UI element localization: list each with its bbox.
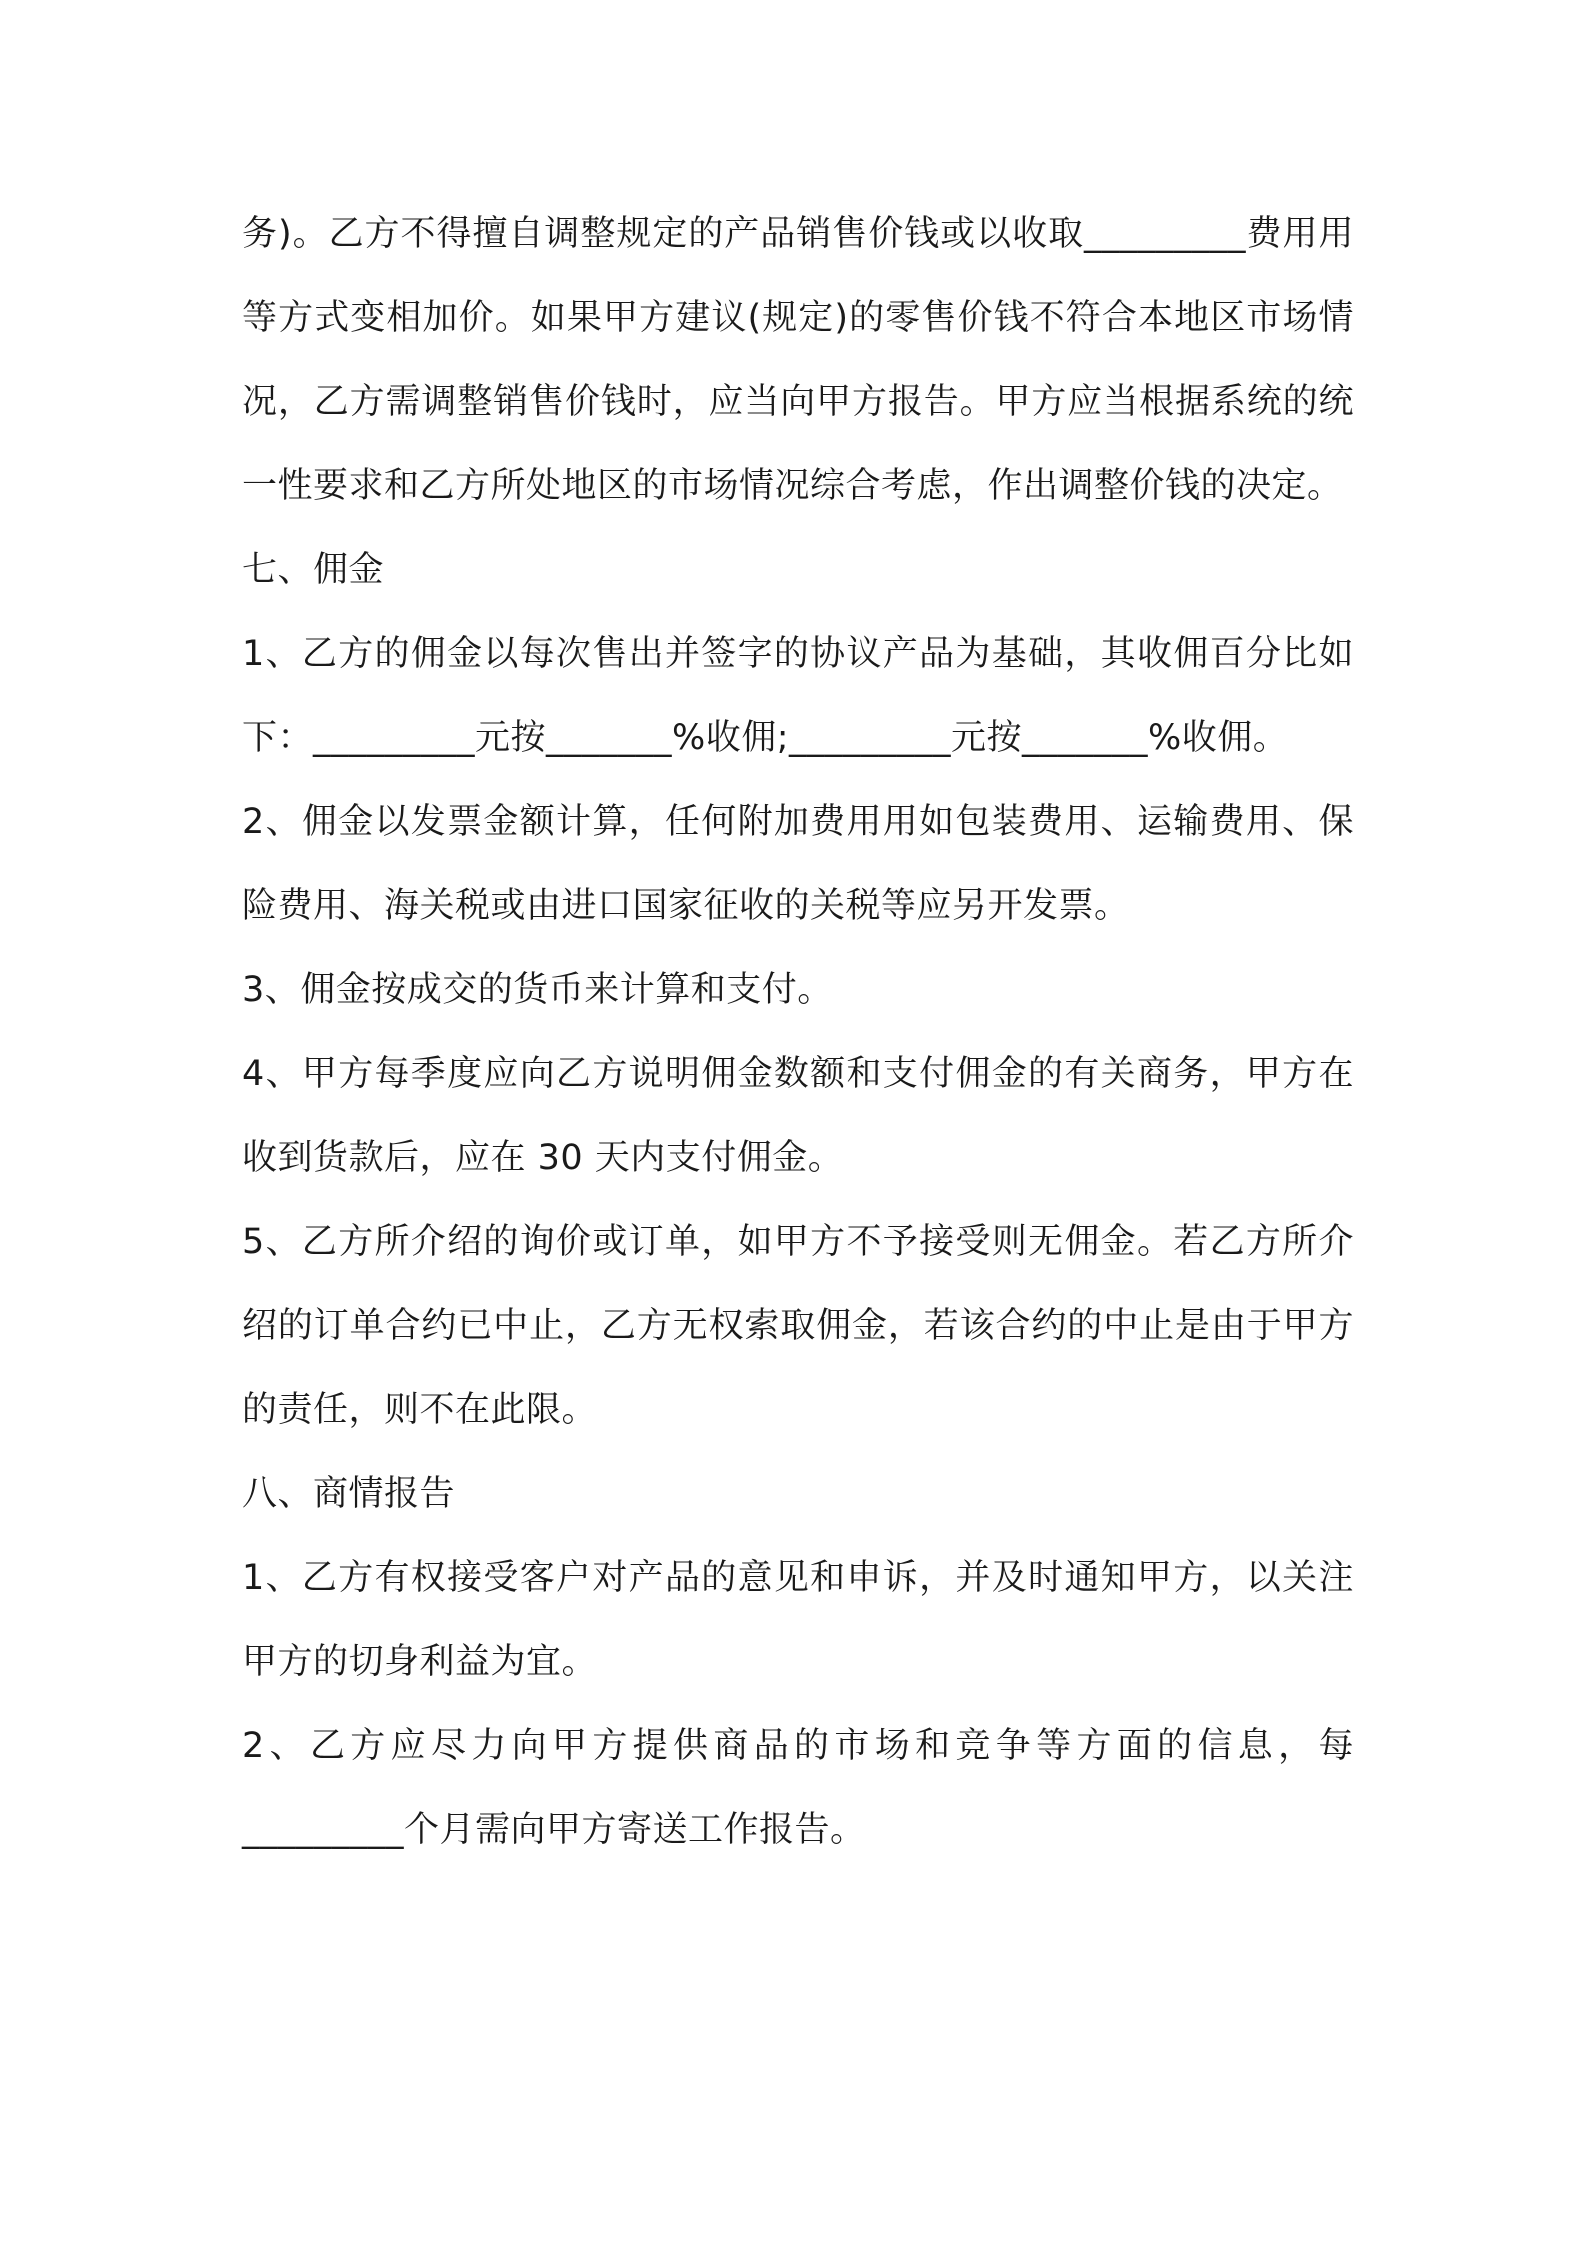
- paragraph-report-1: 1、乙方有权接受客户对产品的意见和申诉，并及时通知甲方，以关注甲方的切身利益为宜。: [242, 1558, 1354, 1682]
- paragraph-report-2: 2、乙方应尽力向甲方提供商品的市场和竞争等方面的信息，每_________个月需向甲方寄送工作报告。: [242, 1726, 1354, 1850]
- section-heading-commission: 七、佣金: [242, 550, 385, 590]
- paragraph-price-adjustment: 务)。乙方不得擅自调整规定的产品销售价钱或以收取_________费用用等方式变相加价。如果甲方建议(规定)的零售价钱不符合本地区市场情况，乙方需调整销售价钱时，应当向甲方报告。甲方应当根据系统的统一性要求和乙方所处地区的市场情况综合考虑，作出调整价钱的决定。: [242, 214, 1354, 506]
- document-body: [242, 192, 1354, 1872]
- paragraph-commission-2: 2、佣金以发票金额计算，任何附加费用用如包装费用、运输费用、保险费用、海关税或由进口国家征收的关税等应另开发票。: [242, 802, 1354, 926]
- paragraph-commission-5: 5、乙方所介绍的询价或订单，如甲方不予接受则无佣金。若乙方所介绍的订单合约已中止，乙方无权索取佣金，若该合约的中止是由于甲方的责任，则不在此限。: [242, 1222, 1354, 1430]
- paragraph-commission-3: 3、佣金按成交的货币来计算和支付。: [242, 970, 833, 1010]
- section-heading-market-report: 八、商情报告: [242, 1474, 456, 1514]
- paragraph-commission-4: 4、甲方每季度应向乙方说明佣金数额和支付佣金的有关商务，甲方在收到货款后，应在 30 天内支付佣金。: [242, 1054, 1354, 1178]
- paragraph-commission-1: 1、乙方的佣金以每次售出并签字的协议产品为基础，其收佣百分比如下：_________元按_______%收佣;_________元按_______%收佣。: [242, 634, 1354, 758]
